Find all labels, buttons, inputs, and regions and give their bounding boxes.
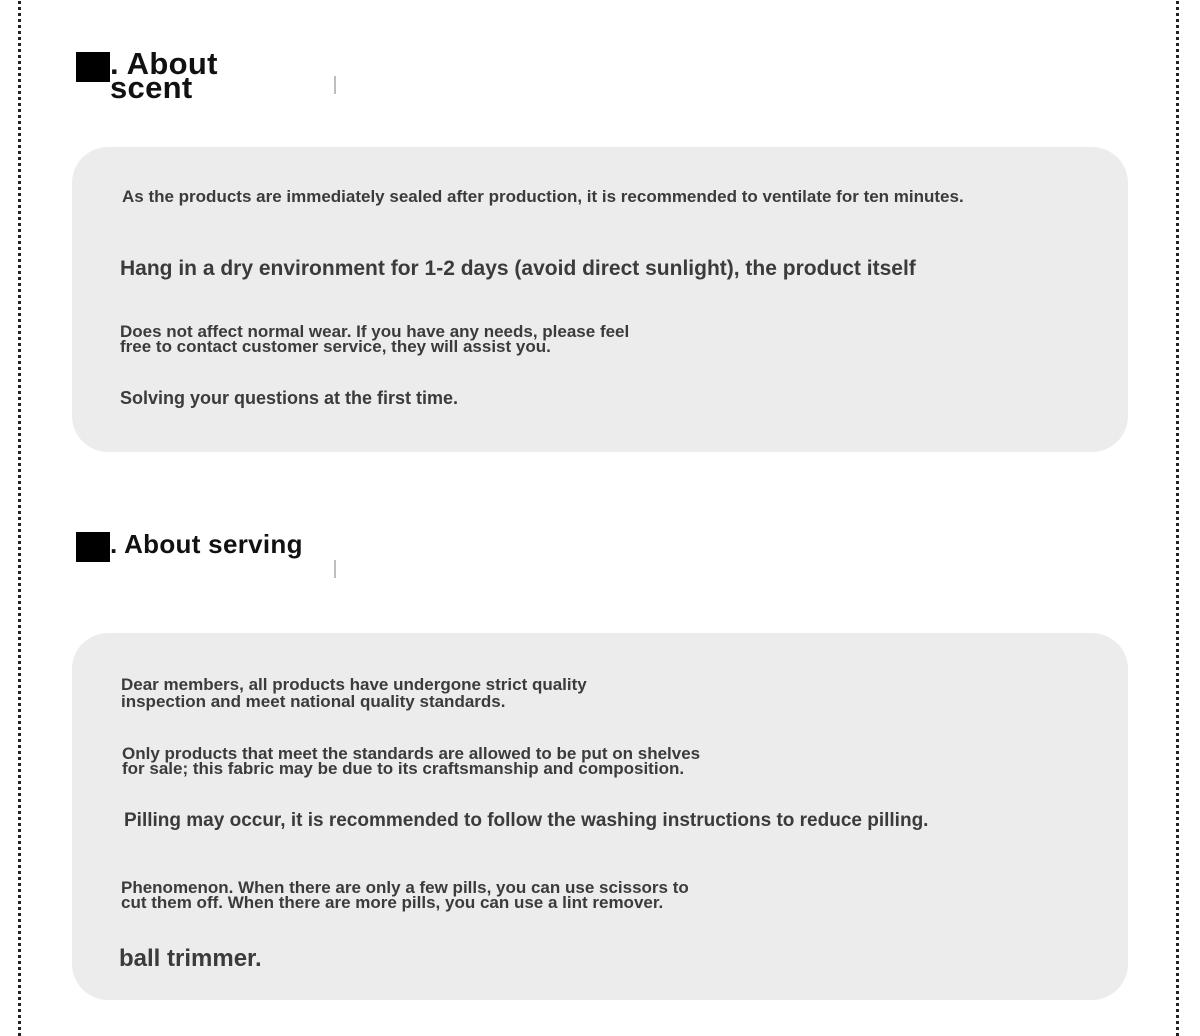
heading-divider: [334, 76, 336, 94]
section-title: . About scent: [110, 46, 218, 105]
section-heading-serving: [76, 529, 303, 559]
panel-text-line: As the products are immediately sealed after production, it is recommended to ventilate for ten minutes.: [122, 187, 964, 206]
heading-number-redaction: [76, 52, 110, 82]
serving-info-panel: [72, 633, 1128, 1000]
panel-text-line: Solving your questions at the first time.: [120, 388, 459, 408]
panel-text-line: Only products that meet the standards are allowed to be put on shelves for sale; this fabric may be due to its craftsmanship and composition.: [122, 744, 701, 778]
scent-info-panel: [72, 147, 1128, 452]
panel-text-line: Does not affect normal wear. If you have any needs, please feel free to contact customer service, they will assist you.: [120, 322, 630, 356]
panel-text-line: Hang in a dry environment for 1-2 days (avoid direct sunlight), the product itself: [120, 257, 916, 280]
section-title: . About serving: [110, 529, 303, 559]
panel-text-line: Dear members, all products have undergone strict quality inspection and meet national quality standards.: [121, 675, 587, 711]
heading-number-redaction: [76, 532, 110, 562]
heading-divider: [334, 560, 336, 578]
panel-text-line: Phenomenon. When there are only a few pills, you can use scissors to cut them off. When there are more pills, you can use a lint remover.: [121, 878, 689, 912]
section-heading-scent: [76, 46, 218, 105]
panel-text-line: ball trimmer.: [119, 945, 262, 972]
panel-text-line: Pilling may occur, it is recommended to follow the washing instructions to reduce pilling.: [124, 810, 929, 831]
